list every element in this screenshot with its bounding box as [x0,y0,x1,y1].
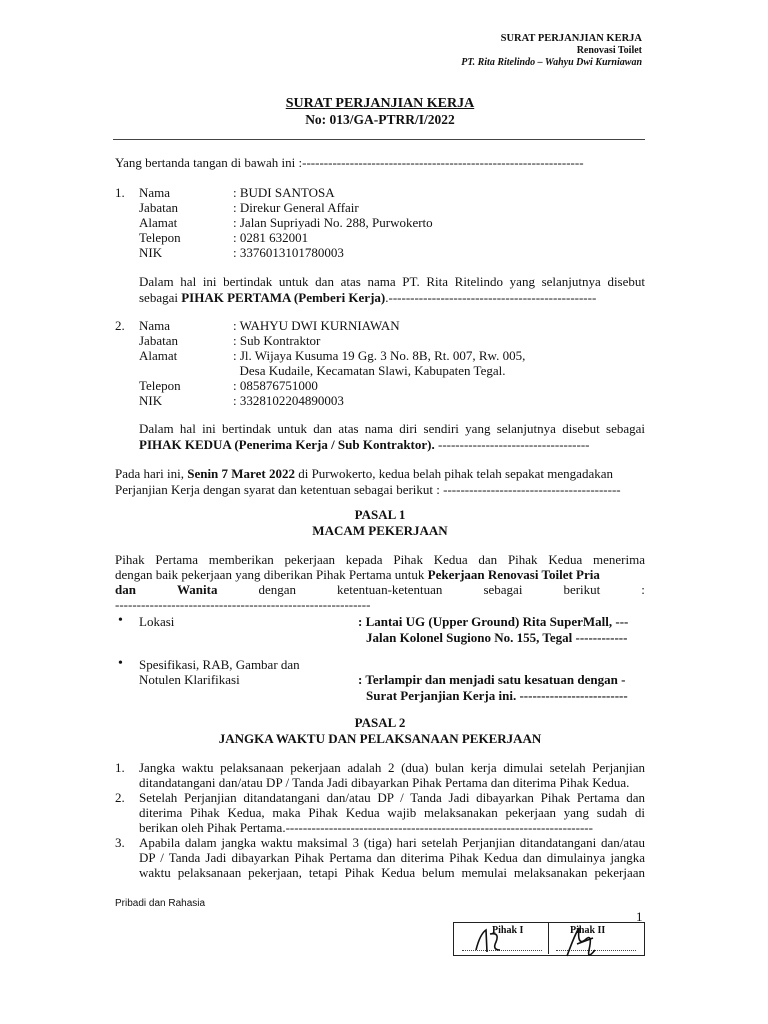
pasal2-item2-line-2: diterima Pihak Kedua, maka Pihak Kedua wajib melaksanakan pekerjaan yang sudah di [139,805,645,820]
pasal2-item3-line-1: Apabila dalam jangka waktu maksimal 3 (tiga) hari setelah Perjanjian ditandatangani dan/atau [139,835,645,850]
party2-value-nik: : 3328102204890003 [233,393,344,408]
pasal2-item1-line-1: Jangka waktu pelaksanaan pekerjaan adalah 2 (dua) bulan kerja dimulai setelah Perjanjian [139,760,645,775]
bullet-icon: • [118,613,123,628]
party2-value-address: : Jl. Wijaya Kusuma 19 Gg. 3 No. 8B, Rt. 007, Rw. 005, [233,348,526,363]
party2-label-name: Nama [139,318,171,333]
party2-value-position: : Sub Kontraktor [233,333,321,348]
document-number: No: 013/GA-PTRR/I/2022 [305,112,455,127]
pasal1-title: MACAM PEKERJAAN [312,523,448,538]
title-divider [113,139,645,140]
bullet-icon: • [118,656,123,671]
party2-label-address: Alamat [139,348,178,363]
pasal2-item2-line-3: berikan oleh Pihak Pertama.----------------------------------------------------------------------- [139,820,593,835]
intro-line: Yang bertanda tangan di bawah ini :----------------------------------------------------------------- [115,155,584,170]
signature-label-party1: Pihak I [492,925,524,936]
party2-number: 2. [115,318,125,333]
opening-line-2: Perjanjian Kerja dengan syarat dan ketentuan sebagai berikut : ----------------------------------------- [115,482,621,497]
spec-label-line-2: Notulen Klarifikasi [139,672,240,687]
pasal2-item3-number: 3. [115,835,125,850]
location-value-line-1: : Lantai UG (Upper Ground) Rita SuperMall, --- [358,614,629,629]
pasal2-item1-number: 1. [115,760,125,775]
party1-value-nik: : 3376013101780003 [233,245,344,260]
party1-value-name: : BUDI SANTOSA [233,185,335,200]
location-label: Lokasi [139,614,175,629]
pasal2-item3-line-2: DP / Tanda Jadi dibayarkan Pihak Pertama dan diterima Pihak Kedua dan dimulainya jangka [139,850,645,865]
party2-label-phone: Telepon [139,378,181,393]
opening-line-1: Pada hari ini, Senin 7 Maret 2022 di Purwokerto, kedua belah pihak telah sepakat mengadakan [115,466,613,481]
party2-value-name: : WAHYU DWI KURNIAWAN [233,318,400,333]
party2-role: PIHAK KEDUA (Penerima Kerja / Sub Kontraktor). ----------------------------------- [139,437,590,452]
spec-value-line-1: : Terlampir dan menjadi satu kesatuan dengan - [358,672,626,687]
pasal1-para-line-1: Pihak Pertama memberikan pekerjaan kepada Pihak Kedua dan Pihak Kedua menerima [115,552,645,567]
document-title: SURAT PERJANJIAN KERJA [285,96,475,111]
party2-value-address-cont: Desa Kudaile, Kecamatan Slawi, Kabupaten Tegal. [233,363,506,378]
pasal2-item2-line-1: Setelah Perjanjian ditandatangani dan/atau DP / Tanda Jadi dibayarkan Pihak Pertama dan [139,790,645,805]
party2-label-position: Jabatan [139,333,178,348]
header-parties: PT. Rita Ritelindo – Wahyu Dwi Kurniawan [461,57,642,68]
party1-label-name: Nama [139,185,171,200]
party2-value-phone: : 085876751000 [233,378,318,393]
party1-label-address: Alamat [139,215,178,230]
pasal2-heading: PASAL 2 [354,715,406,730]
confidential-label: Pribadi dan Rahasia [115,898,206,909]
header-subject: Renovasi Toilet [576,45,642,56]
party1-label-phone: Telepon [139,230,181,245]
party1-value-position: : Direkur General Affair [233,200,359,215]
pasal2-item2-number: 2. [115,790,125,805]
spec-value-line-2: Surat Perjanjian Kerja ini. ------------------------- [366,688,628,703]
paraf-party1-icon [470,920,510,960]
paraf-party2-icon [563,920,606,964]
party1-label-nik: NIK [139,245,163,260]
pasal2-title: JANGKA WAKTU DAN PELAKSANAAN PEKERJAAN [218,731,542,746]
party1-value-phone: : 0281 632001 [233,230,309,245]
party1-role: sebagai PIHAK PERTAMA (Pemberi Kerja).------------------------------------------------ [139,290,597,305]
party2-label-nik: NIK [139,393,163,408]
header-doc-type: SURAT PERJANJIAN KERJA [500,33,642,44]
pasal1-heading: PASAL 1 [354,507,406,522]
spec-label-line-1: Spesifikasi, RAB, Gambar dan [139,657,300,672]
signature-divider [548,922,549,954]
pasal2-item1-line-2: ditandatangani dan/atau DP / Tanda Jadi dibayarkan Pihak Pertama dan diterima Pihak Kedua. [139,775,630,790]
page-number: 1 [636,909,643,924]
party1-label-position: Jabatan [139,200,178,215]
signature-label-party2: Pihak II [570,925,606,936]
party1-value-address: : Jalan Supriyadi No. 288, Purwokerto [233,215,433,230]
pasal2-item3-line-3: waktu pelaksanaan pekerjaan, tetapi Pihak Kedua belum memulai melaksanakan pekerjaan [139,865,645,880]
party1-description: Dalam hal ini bertindak untuk dan atas nama PT. Rita Ritelindo yang selanjutnya disebut [139,274,645,289]
party1-number: 1. [115,185,125,200]
location-value-line-2: Jalan Kolonel Sugiono No. 155, Tegal ------------ [366,630,628,645]
pasal1-para-line-3: dan Wanita dengan ketentuan-ketentuan sebagai berikut : [115,582,645,597]
pasal1-para-line-2: dengan baik pekerjaan yang diberikan Pihak Pertama untuk Pekerjaan Renovasi Toilet Pria [115,567,600,582]
party2-description: Dalam hal ini bertindak untuk dan atas nama diri sendiri yang selanjutnya disebut sebagai [139,421,645,436]
pasal1-para-line-4: ----------------------------------------------------------- [115,597,371,612]
